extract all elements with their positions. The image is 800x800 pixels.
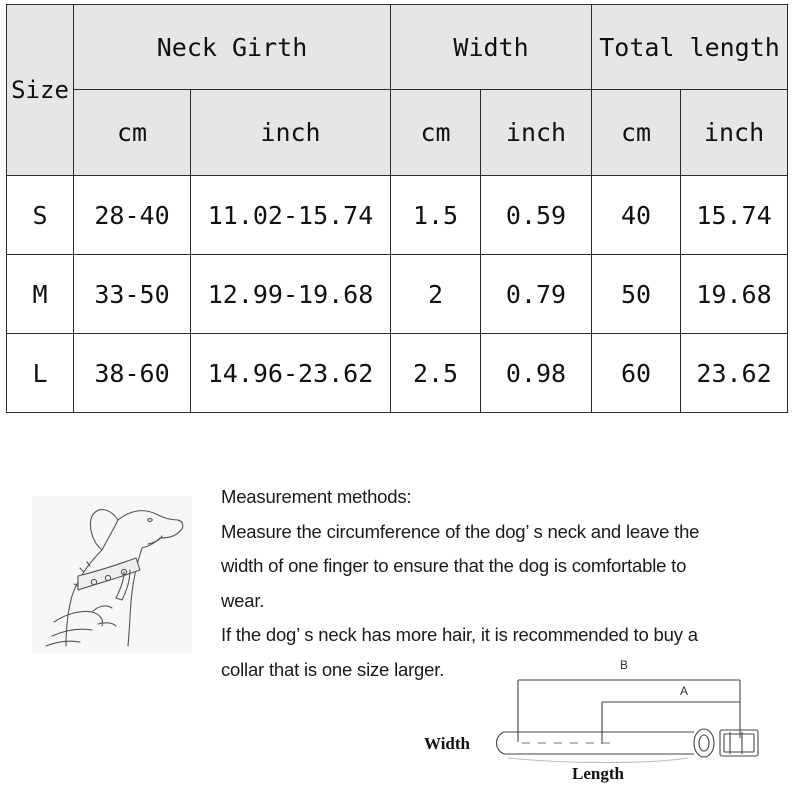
- dimension-b-label: B: [620, 658, 629, 672]
- table-cell: 19.68: [681, 255, 788, 334]
- table-cell: 0.79: [481, 255, 592, 334]
- table-cell: 15.74: [681, 176, 788, 255]
- unit-header: inch: [481, 90, 592, 176]
- instruction-line: Measure the circumference of the dog’ s neck and leave the: [221, 520, 700, 542]
- size-cell: S: [7, 176, 74, 255]
- table-cell: 2: [391, 255, 481, 334]
- size-cell: M: [7, 255, 74, 334]
- dimension-a-label: A: [680, 684, 689, 698]
- table-row: [7, 176, 788, 255]
- instruction-line: width of one finger to ensure that the dog is comfortable to: [221, 555, 687, 576]
- table-cell: 11.02-15.74: [191, 176, 391, 255]
- table-cell: 33-50: [74, 255, 191, 334]
- table-cell: 12.99-19.68: [191, 255, 391, 334]
- size-chart-table: [6, 4, 788, 413]
- table-cell: 14.96-23.62: [191, 334, 391, 413]
- table-cell: 38-60: [74, 334, 191, 413]
- table-cell: 60: [592, 334, 681, 413]
- total-length-header: Total length: [592, 5, 788, 90]
- instruction-line: collar that is one size larger.: [221, 658, 445, 680]
- unit-header: inch: [191, 90, 391, 176]
- measurement-title: Measurement methods:: [221, 486, 412, 507]
- table-row: [7, 255, 788, 334]
- table-cell: 0.98: [481, 334, 592, 413]
- width-header: Width: [391, 5, 592, 90]
- table-cell: 50: [592, 255, 681, 334]
- size-cell: L: [7, 334, 74, 413]
- table-cell: 1.5: [391, 176, 481, 255]
- length-label: Length: [572, 764, 624, 783]
- unit-header: inch: [681, 90, 788, 176]
- table-cell: 40: [592, 176, 681, 255]
- width-label: Width: [424, 734, 470, 753]
- table-cell: 0.59: [481, 176, 592, 255]
- table-cell: 2.5: [391, 334, 481, 413]
- table-cell: 28-40: [74, 176, 191, 255]
- unit-header: cm: [391, 90, 481, 176]
- instruction-line: If the dog’ s neck has more hair, it is recommended to buy a: [221, 624, 698, 645]
- unit-header: cm: [74, 90, 191, 176]
- size-header: Size: [7, 5, 74, 176]
- unit-header: cm: [592, 90, 681, 176]
- table-cell: 23.62: [681, 334, 788, 413]
- collar-dimension-diagram: [418, 652, 778, 792]
- dog-collar-icon: [32, 496, 192, 654]
- table-row: [7, 334, 788, 413]
- instruction-line: wear.: [221, 589, 265, 611]
- neck-girth-header: Neck Girth: [74, 5, 391, 90]
